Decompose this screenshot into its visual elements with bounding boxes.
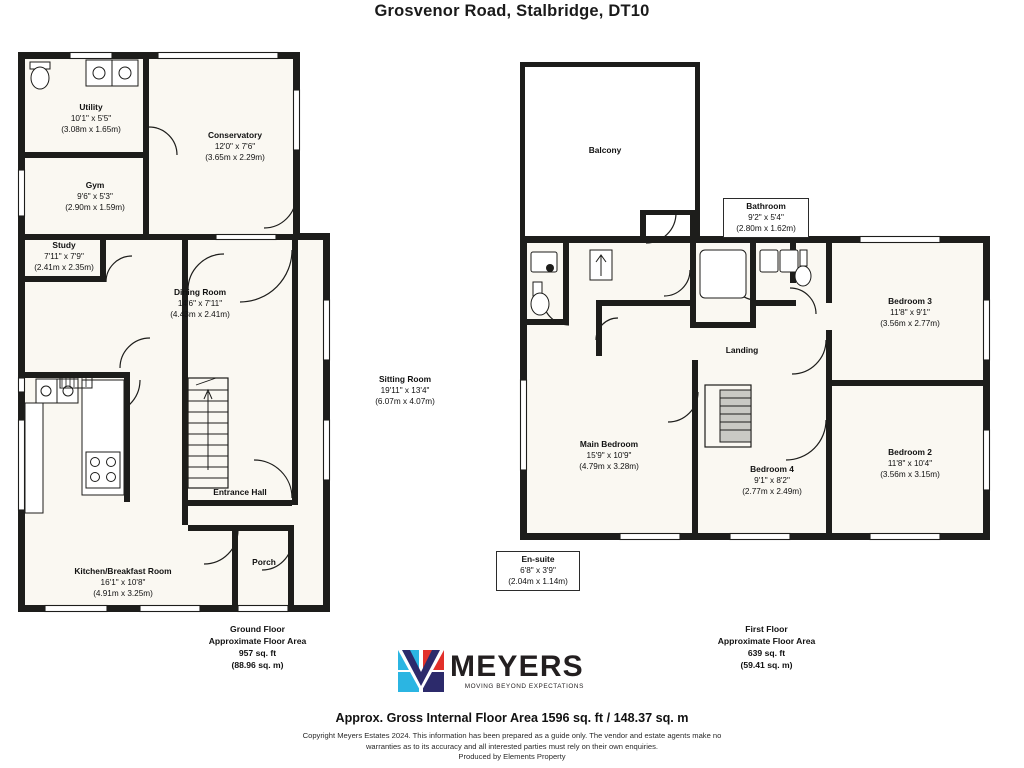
room-label-kitchen-breakfast-room: Kitchen/Breakfast Room 16'1" x 10'8" (4.91m x 3.25m) <box>74 566 172 598</box>
room-label-study: Study 7'11" x 7'9" (2.41m x 2.35m) <box>34 240 94 272</box>
logo-wordmark: MEYERS <box>450 650 584 683</box>
room-label-landing: Landing <box>725 345 759 355</box>
meyers-logo-mark <box>398 650 444 692</box>
page-title: Grosvenor Road, Stalbridge, DT10 <box>374 2 650 20</box>
room-label-gym: Gym 9'6" x 5'3" (2.90m x 1.59m) <box>65 180 125 212</box>
room-label-utility: Utility 10'1" x 5'5" (3.08m x 1.65m) <box>61 102 121 134</box>
room-label-balcony: Balcony <box>588 145 622 155</box>
logo-tagline: MOVING BEYOND EXPECTATIONS <box>464 683 584 690</box>
first-floor-summary: First Floor Approximate Floor Area 639 sq. ft (59.41 sq. m) <box>717 624 816 670</box>
room-label-entrance-hall: Entrance Hall <box>213 487 267 497</box>
first-floor-stairs <box>705 385 751 447</box>
room-label-sitting-room: Sitting Room 19'11" x 13'4" (6.07m x 4.07m) <box>375 374 435 406</box>
ground-floor-summary: Ground Floor Approximate Floor Area 957 sq. ft (88.96 sq. m) <box>208 624 307 670</box>
room-label-main-bedroom: Main Bedroom 15'9" x 10'9" (4.79m x 3.28m) <box>579 439 639 471</box>
room-label-bathroom: Bathroom 9'2" x 5'4" (2.80m x 1.62m) <box>723 198 809 238</box>
room-label-bedroom-4: Bedroom 4 9'1" x 8'2" (2.77m x 2.49m) <box>742 464 802 496</box>
ground-stairs <box>188 378 228 488</box>
room-label-bedroom-2: Bedroom 2 11'8" x 10'4" (3.56m x 3.15m) <box>880 447 940 479</box>
disclaimer: Copyright Meyers Estates 2024. This information has been prepared as a guide only. The vendor and estate agents make no warranties as to its accuracy and all interested parties must rely on their own enquiries. Produced by Elements Property <box>302 731 722 761</box>
room-label-conservatory: Conservatory 12'0" x 7'6" (3.65m x 2.29m) <box>205 130 265 162</box>
gross-internal-area: Approx. Gross Internal Floor Area 1596 sq. ft / 148.37 sq. m <box>335 711 689 725</box>
room-label-en-suite: En-suite 6'8" x 3'9" (2.04m x 1.14m) <box>496 551 580 591</box>
meyers-logo <box>398 645 603 697</box>
room-label-dining-room: Dining Room 14'6" x 7'11" (4.43m x 2.41m) <box>170 287 230 319</box>
room-label-porch: Porch <box>252 557 276 567</box>
room-label-bedroom-3: Bedroom 3 11'8" x 9'1" (3.56m x 2.77m) <box>880 296 940 328</box>
